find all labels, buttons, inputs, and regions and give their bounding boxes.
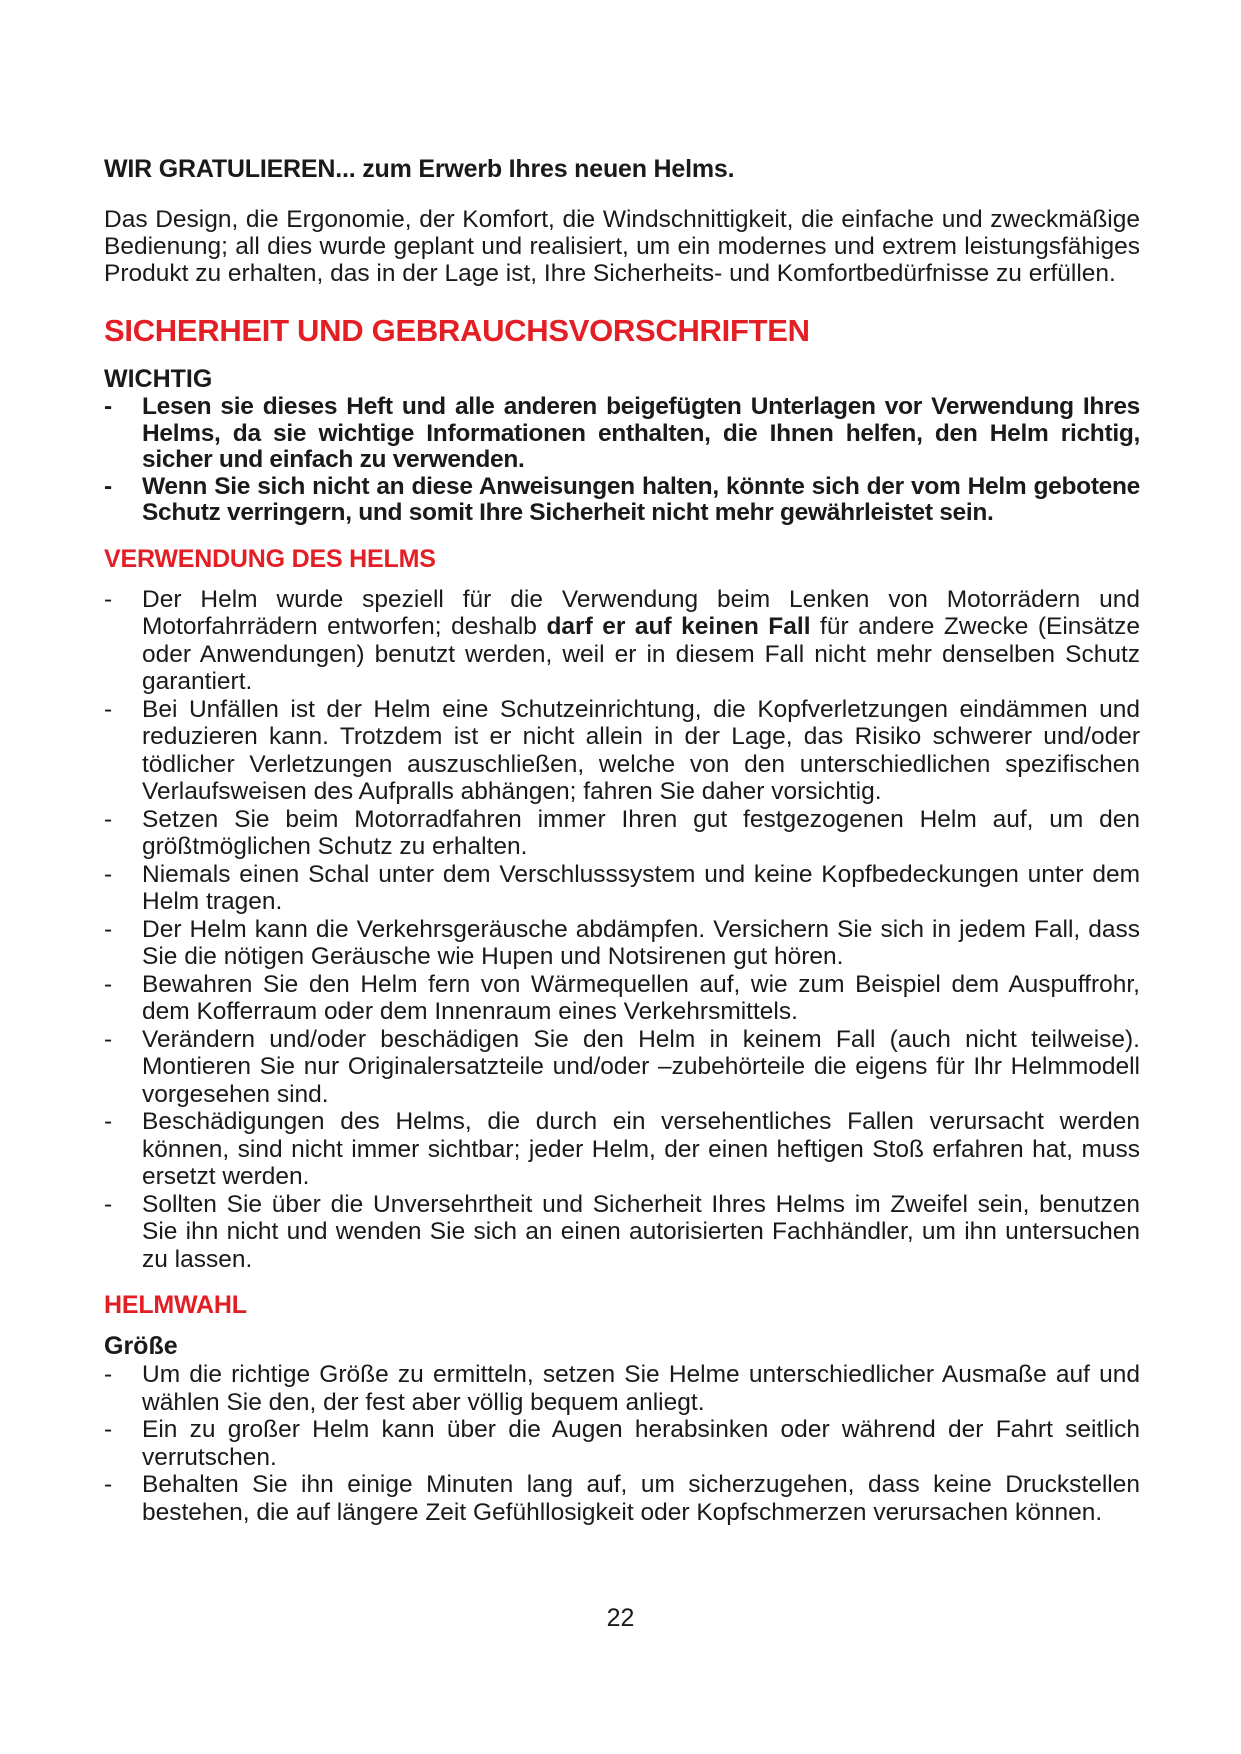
- usage-item-text: Beschädigungen des Helms, die durch ein versehentliches Fallen verursacht werden können, sind nicht immer sichtbar; jeder Helm, der einen heftigen Stoß erfahren hat, muss ersetzt werden.: [142, 1108, 1140, 1190]
- list-item: - Ein zu großer Helm kann über die Augen herabsinken oder während der Fahrt seitlich verrutschen.: [104, 1416, 1140, 1471]
- usage-item-1-part1: Der Helm wurde speziell für die Verwendung beim Lenken von Motorrädern und Motorfahrrädern entworfen; deshalb: [142, 585, 1140, 640]
- usage-item-text: Bewahren Sie den Helm fern von Wärmequellen auf, wie zum Beispiel dem Auspuffrohr, dem Kofferraum oder dem Innenraum eines Verkehrsmittels.: [142, 970, 1140, 1025]
- list-item: - Sollten Sie über die Unversehrtheit und Sicherheit Ihres Helms im Zweifel sein, benutzen Sie ihn nicht und wenden Sie sich an einen autorisierten Fachhändler, um ihn untersuchen zu lassen.: [104, 1190, 1140, 1273]
- usage-item-text: Sollten Sie über die Unversehrtheit und Sicherheit Ihres Helms im Zweifel sein, benutzen Sie ihn nicht und wenden Sie sich an einen autorisierten Fachhändler, um ihn untersuchen zu lassen.: [142, 1190, 1140, 1273]
- list-item: - Lesen sie dieses Heft und alle anderen beigefügten Unterlagen vor Verwendung Ihres Helms, da sie wichtige Informationen enthalten, die Ihnen helfen, den Helm richtig, sicher und einfach zu verwenden.: [104, 393, 1140, 473]
- size-item-text: Behalten Sie ihn einige Minuten lang auf, um sicherzugehen, dass keine Druckstellen bestehen, die auf längere Zeit Gefühllosigkeit oder Kopfschmerzen verursachen können.: [142, 1471, 1140, 1526]
- important-item-2: Wenn Sie sich nicht an diese Anweisungen halten, könnte sich der vom Helm gebotene Schutz verringern, und somit Ihre Sicherheit nicht mehr gewährleistet sein.: [142, 472, 1140, 526]
- list-item: - Der Helm wurde speziell für die Verwendung beim Lenken von Motorrädern und Motorfahrrädern entworfen; deshalb darf er auf keinen Fall für andere Zwecke (Einsätze oder Anwendungen) benutzt werden, weil er in diesem Fall nicht mehr denselben Schutz garantiert.: [104, 585, 1140, 695]
- size-item-text: Ein zu großer Helm kann über die Augen herabsinken oder während der Fahrt seitlich verrutschen.: [142, 1416, 1140, 1471]
- usage-item-text: Niemals einen Schal unter dem Verschlusssystem und keine Kopfbedeckungen unter dem Helm tragen.: [142, 860, 1140, 915]
- usage-item-text: Bei Unfällen ist der Helm eine Schutzeinrichtung, die Kopfverletzungen eindämmen und reduzieren kann. Trotzdem ist er nicht allein in der Lage, das Risiko schwerer und/oder tödlicher Verletzungen auszuschließen, welche von den unterschiedlichen spezifischen Verlaufsweisen des Aufpralls abhängen; fahren Sie daher vorsichtig.: [142, 695, 1140, 805]
- usage-item-1-part2: für andere Zwecke (Einsätze oder Anwendungen) benutzt werden, weil er in diesem Fall nicht mehr denselben Schutz garantiert.: [142, 613, 1140, 695]
- list-item: - Wenn Sie sich nicht an diese Anweisungen halten, könnte sich der vom Helm gebotene Schutz verringern, und somit Ihre Sicherheit nicht mehr gewährleistet sein.: [104, 472, 1140, 526]
- manual-page: [104, 155, 1140, 1544]
- list-item: - Setzen Sie beim Motorradfahren immer Ihren gut festgezogenen Helm auf, um den größtmöglichen Schutz zu erhalten.: [104, 805, 1140, 860]
- intro-paragraph: Das Design, die Ergonomie, der Komfort, die Windschnittigkeit, die einfache und zweckmäßige Bedienung; all dies wurde geplant und realisiert, um ein modernes und extrem leistungsfähiges Produkt zu erhalten, das in der Lage ist, Ihre Sicherheits- und Komfortbedürfnisse zu erfüllen.: [104, 206, 1140, 287]
- usage-item-text: Setzen Sie beim Motorradfahren immer Ihren gut festgezogenen Helm auf, um den größtmöglichen Schutz zu erhalten.: [142, 805, 1140, 860]
- usage-item-text: Verändern und/oder beschädigen Sie den Helm in keinem Fall (auch nicht teilweise). Montieren Sie nur Originalersatzteile und/oder –zubehörteile die eigens für Ihr Helmmodell vorgesehen sind.: [142, 1025, 1140, 1108]
- size-subheading: Größe: [104, 1332, 178, 1360]
- intro-title: WIR GRATULIEREN... zum Erwerb Ihres neuen Helms.: [104, 155, 735, 183]
- list-item: - Behalten Sie ihn einige Minuten lang auf, um sicherzugehen, dass keine Druckstellen bestehen, die auf längere Zeit Gefühllosigkeit oder Kopfschmerzen verursachen können.: [104, 1471, 1140, 1526]
- choice-heading: HELMWAHL: [104, 1291, 247, 1319]
- list-item: - Bei Unfällen ist der Helm eine Schutzeinrichtung, die Kopfverletzungen eindämmen und reduzieren kann. Trotzdem ist er nicht allein in der Lage, das Risiko schwerer und/oder tödlicher Verletzungen auszuschließen, welche von den unterschiedlichen spezifischen Verlaufsweisen des Aufpralls abhängen; fahren Sie daher vorsichtig.: [104, 695, 1140, 805]
- size-list: [104, 1361, 1140, 1526]
- safety-heading: SICHERHEIT UND GEBRAUCHSVORSCHRIFTEN: [104, 313, 810, 348]
- list-item: - Um die richtige Größe zu ermitteln, setzen Sie Helme unterschiedlicher Ausmaße auf und wählen Sie den, der fest aber völlig bequem anliegt.: [104, 1361, 1140, 1416]
- usage-list: [104, 586, 1140, 1274]
- important-label: WICHTIG: [104, 365, 213, 393]
- list-item: - Niemals einen Schal unter dem Verschlusssystem und keine Kopfbedeckungen unter dem Helm tragen.: [104, 860, 1140, 915]
- list-item: - Beschädigungen des Helms, die durch ein versehentliches Fallen verursacht werden können, sind nicht immer sichtbar; jeder Helm, der einen heftigen Stoß erfahren hat, muss ersetzt werden.: [104, 1108, 1140, 1190]
- usage-heading: VERWENDUNG DES HELMS: [104, 544, 436, 573]
- important-item-1: Lesen sie dieses Heft und alle anderen beigefügten Unterlagen vor Verwendung Ihres Helms, da sie wichtige Informationen enthalten, die Ihnen helfen, den Helm richtig, sicher und einfach zu verwenden.: [142, 393, 1140, 473]
- usage-item-text: Der Helm kann die Verkehrsgeräusche abdämpfen. Versichern Sie sich in jedem Fall, dass Sie die nötigen Geräusche wie Hupen und Notsirenen gut hören.: [142, 915, 1140, 970]
- size-item-text: Um die richtige Größe zu ermitteln, setzen Sie Helme unterschiedlicher Ausmaße auf und wählen Sie den, der fest aber völlig bequem anliegt.: [142, 1361, 1140, 1416]
- list-item: - Verändern und/oder beschädigen Sie den Helm in keinem Fall (auch nicht teilweise). Montieren Sie nur Originalersatzteile und/oder –zubehörteile die eigens für Ihr Helmmodell vorgesehen sind.: [104, 1025, 1140, 1108]
- page-number: 22: [606, 1604, 635, 1632]
- list-item: - Bewahren Sie den Helm fern von Wärmequellen auf, wie zum Beispiel dem Auspuffrohr, dem Kofferraum oder dem Innenraum eines Verkehrsmittels.: [104, 970, 1140, 1025]
- important-list: [104, 394, 1140, 527]
- usage-item-1-bold: darf er auf keinen Fall: [546, 613, 811, 640]
- list-item: - Der Helm kann die Verkehrsgeräusche abdämpfen. Versichern Sie sich in jedem Fall, dass Sie die nötigen Geräusche wie Hupen und Notsirenen gut hören.: [104, 915, 1140, 970]
